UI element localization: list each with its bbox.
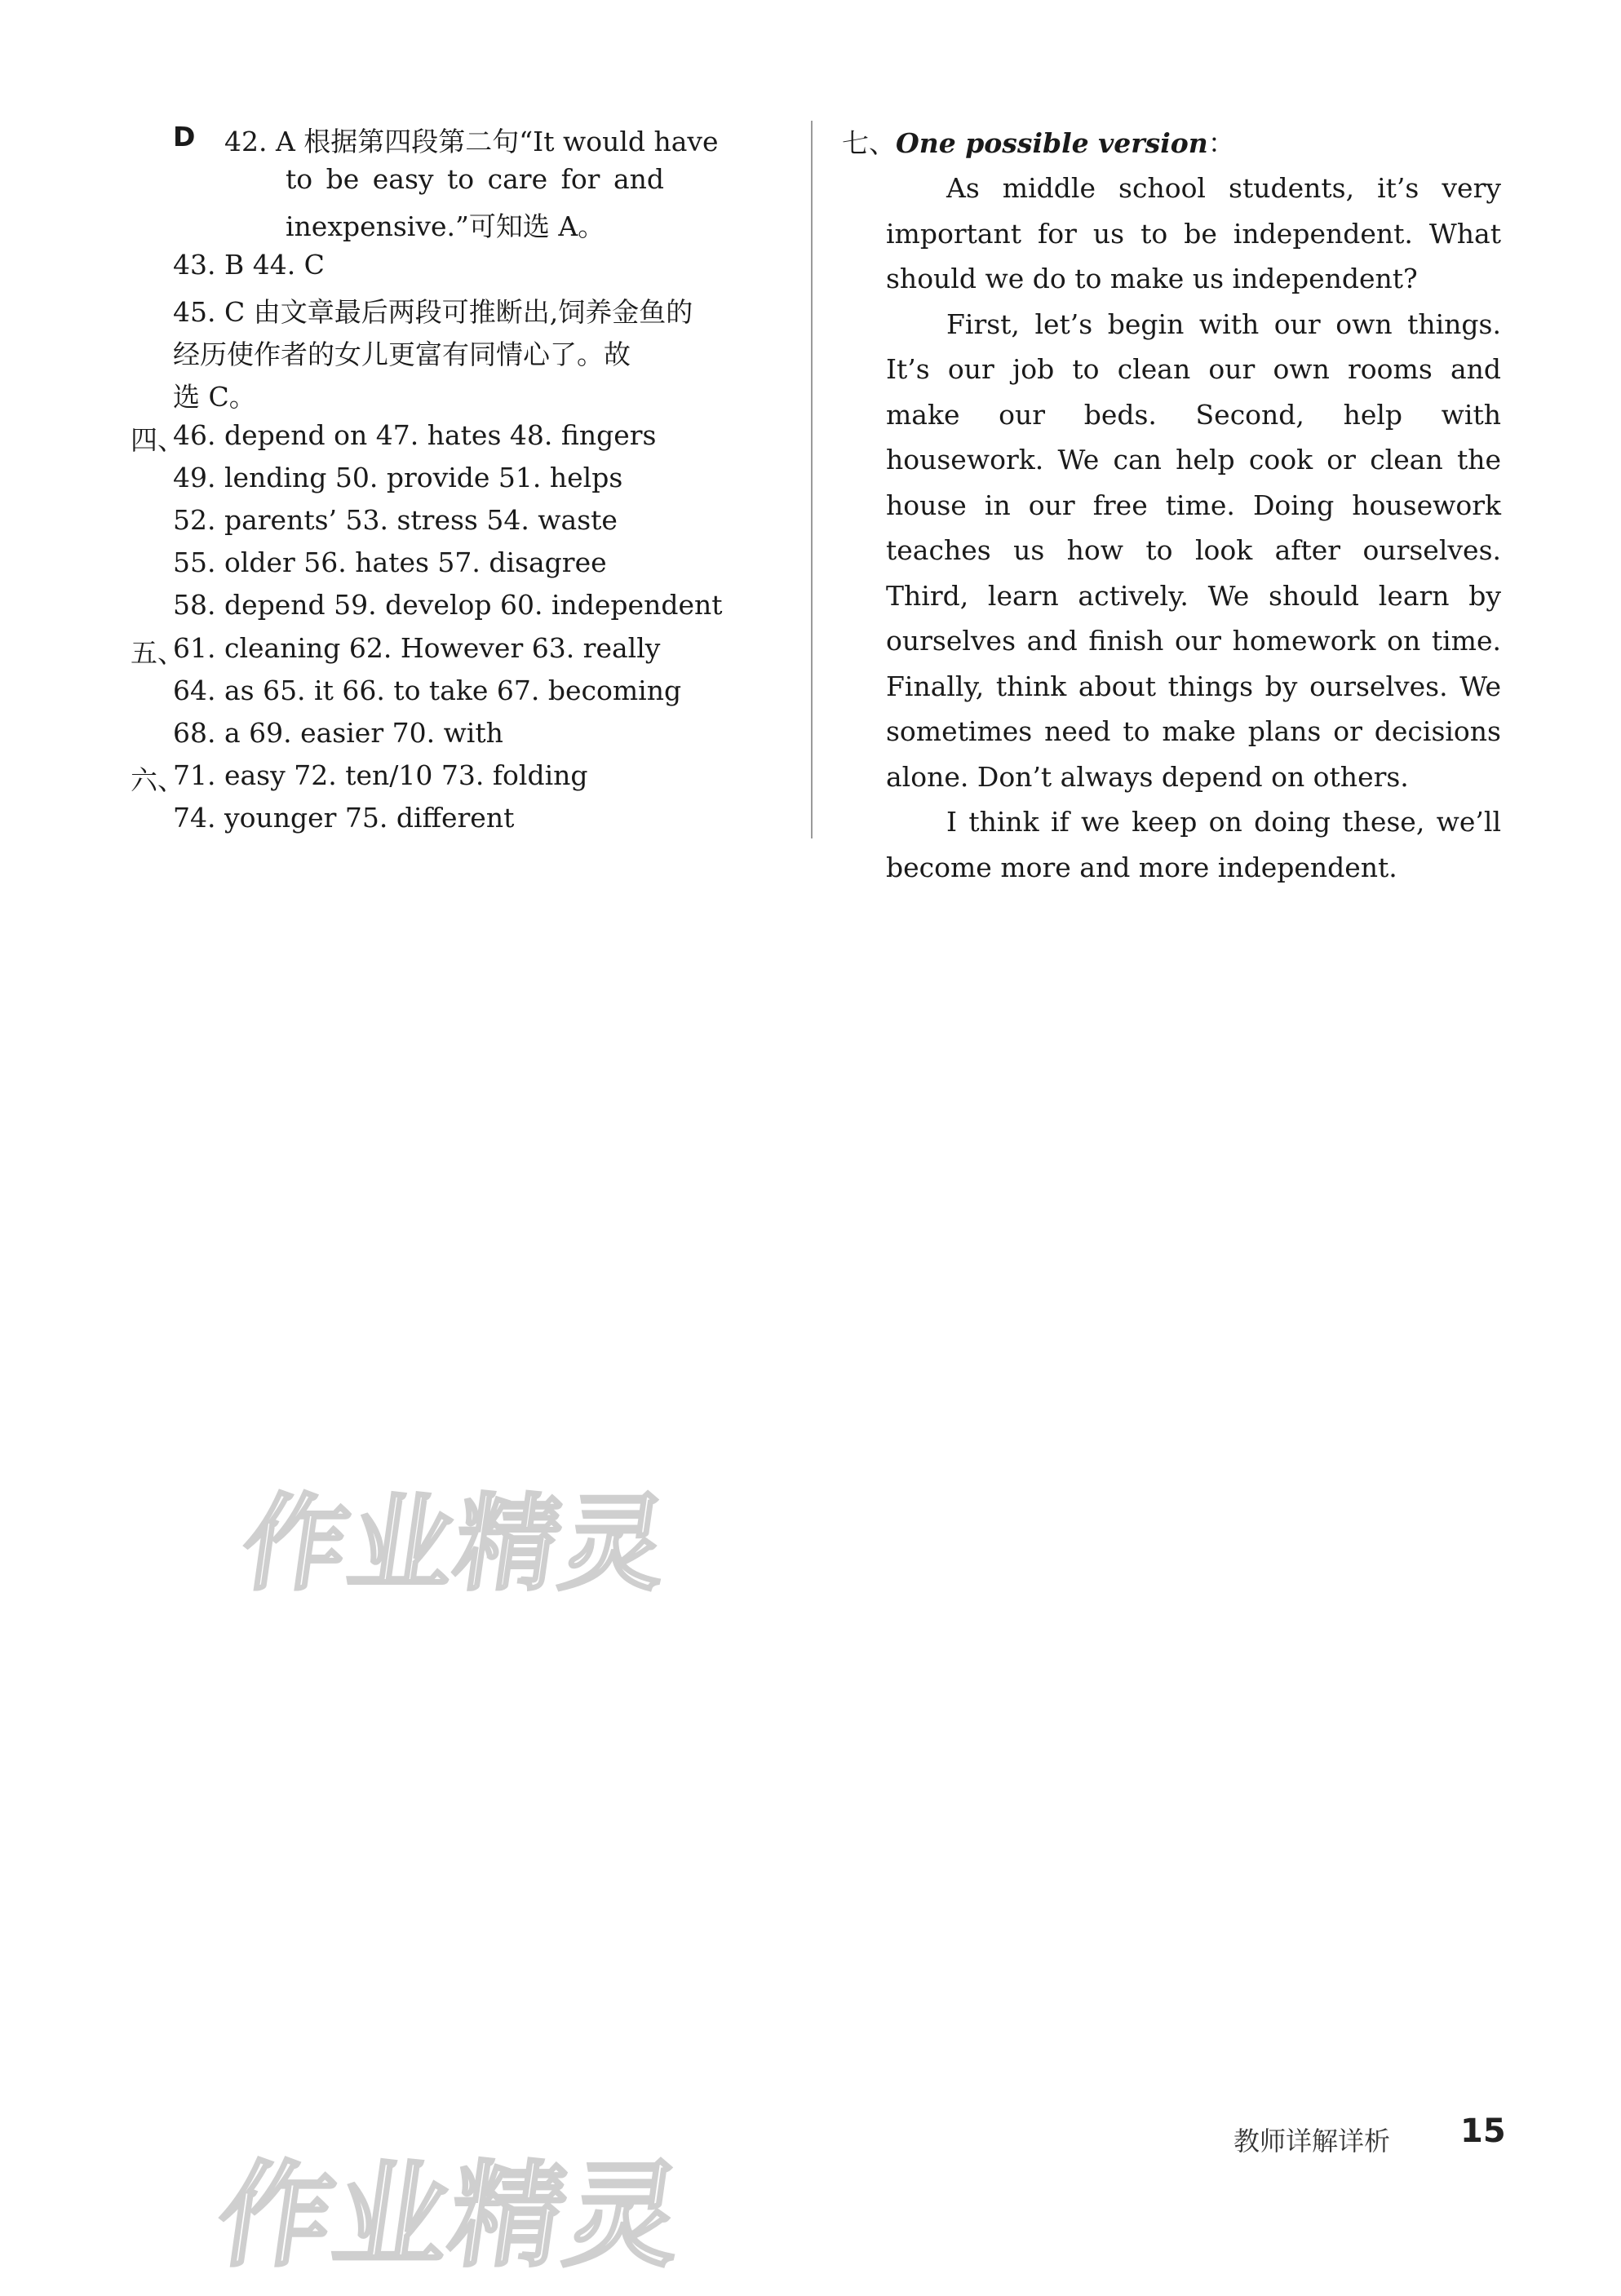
section-4-line: 55. older 56. hates 57. disagree: [173, 546, 607, 578]
section-4-line: 46. depend on 47. hates 48. fingers: [173, 419, 657, 451]
section-5-line: 61. cleaning 62. However 63. really: [173, 632, 661, 664]
footer-label: 教师详解详析: [1233, 2126, 1391, 2157]
essay-paragraph: As middle school students, it’s very important for us to be independent. What should we do to make us independent?: [886, 172, 1501, 294]
watermark: 作业精灵: [209, 2150, 692, 2283]
section-7-heading: [842, 121, 1235, 166]
section-4-line: 49. lending 50. provide 51. helps: [173, 462, 623, 493]
essay-body: [886, 166, 1501, 890]
section-5-line: 68. a 69. easier 70. with: [173, 717, 503, 749]
answer-45-continued-1: 经历使作者的女儿更富有同情心了。故: [173, 338, 631, 370]
section-4-line: 58. depend 59. develop 60. independent: [173, 589, 723, 621]
answer-43-44: 43. B 44. C: [173, 249, 325, 281]
section-5-line: 64. as 65. it 66. to take 67. becoming: [173, 675, 682, 706]
section-6-line: 74. younger 75. different: [173, 802, 515, 834]
section-6-line: 71. easy 72. ten/10 73. folding: [173, 759, 588, 791]
section-4-label: 四、: [131, 424, 184, 456]
section-6-label: 六、: [131, 764, 184, 796]
section-7-label: 七、: [842, 127, 896, 159]
answer-42: 42. A 根据第四段第二句“It would have: [224, 126, 719, 157]
answer-42-continued-1: to be easy to care for and: [286, 163, 665, 195]
essay-paragraph: First, let’s begin with our own things. It’s our job to clean our own rooms and make our beds. Second, help with housework. We can help cook or clean the house in our free time. Doing housework teaches us how to look after ourselves. Third, learn actively. We should learn by ourselves and finish our homework on time. Finally, think about things by ourselves. We sometimes need to make plans or decisions alone. Don’t always depend on others.: [886, 307, 1501, 793]
watermark: 作业精灵: [234, 1484, 676, 1605]
column-divider: [811, 121, 813, 838]
section-5-label: 五、: [131, 637, 184, 669]
essay-paragraph: I think if we keep on doing these, we’ll become more and more independent.: [886, 806, 1501, 883]
section-d-label: D: [173, 121, 196, 153]
section-4-line: 52. parents’ 53. stress 54. waste: [173, 504, 618, 536]
version-title: One possible version: [896, 127, 1208, 159]
answer-42-continued-2: inexpensive.”可知选 A。: [286, 210, 605, 242]
page-number: 15: [1460, 2112, 1506, 2150]
heading-colon: ：: [1207, 127, 1235, 159]
answer-45: 45. C 由文章最后两段可推断出,饲养金鱼的: [173, 296, 693, 328]
answer-45-continued-2: 选 C。: [173, 381, 256, 413]
